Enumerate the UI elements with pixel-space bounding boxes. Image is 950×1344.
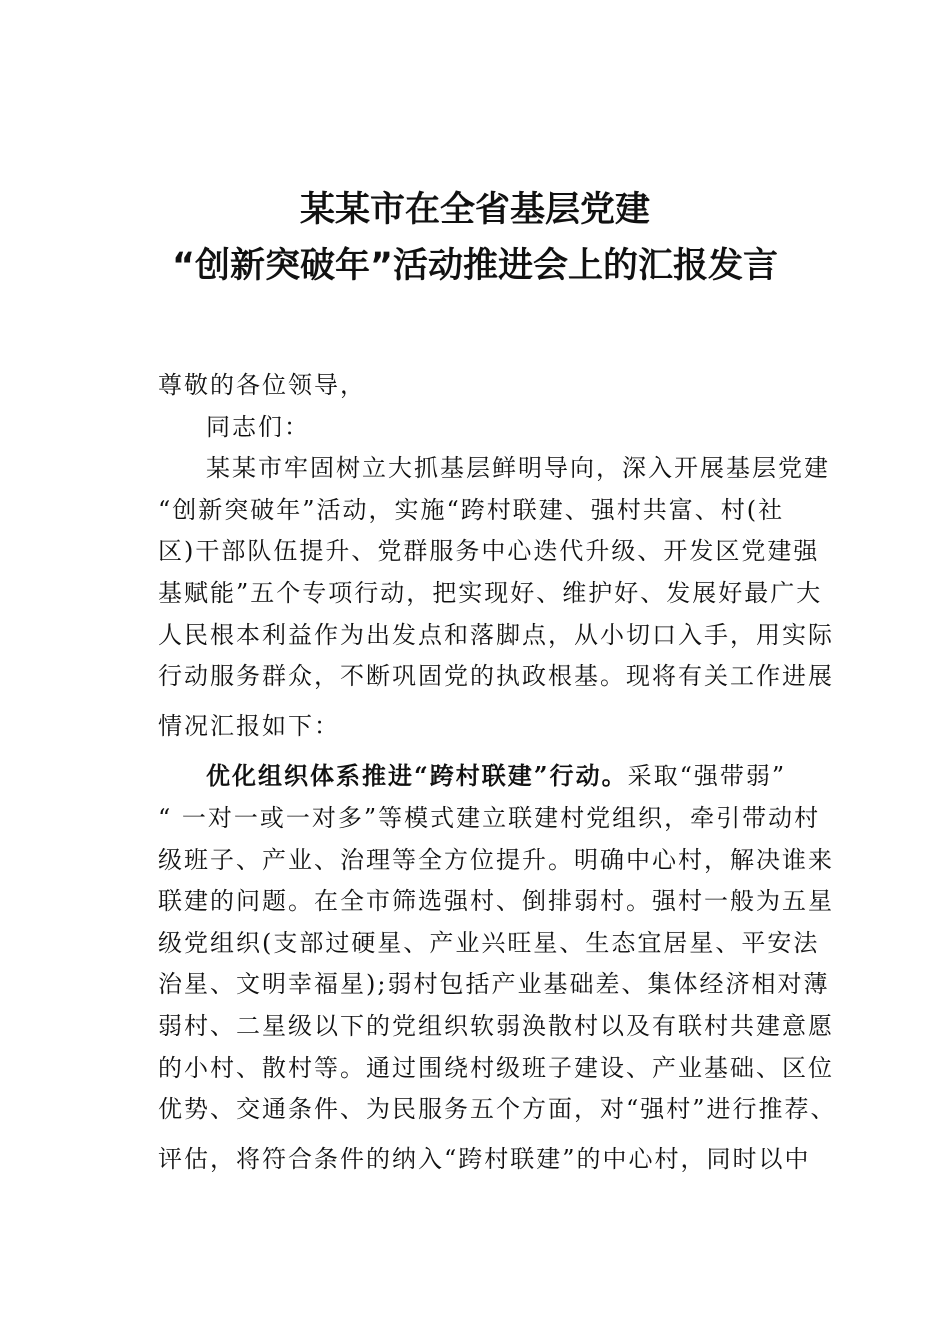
paragraph-line: 区)干部队伍提升、党群服务中心迭代升级、开发区党建强 [158,537,820,566]
paragraph-line: 某某市牢固树立大抓基层鲜明导向，深入开展基层党建 [206,454,830,483]
paragraph-line: 基赋能”五个专项行动，把实现好、维护好、发展好最广大 [158,578,823,607]
paragraph-line: 情况汇报如下： [158,711,340,740]
paragraph-line: “创新突破年”活动，实施“跨村联建、强村共富、村(社 [158,495,785,524]
paragraph-line: 联建的问题。在全市筛选强村、倒排弱村。强村一般为五星 [158,887,834,916]
section-heading: 优化组织体系推进“跨村联建”行动。 [206,761,628,791]
paragraph-line: “ 一对一或一对多”等模式建立联建村党组织，牵引带动村 [158,803,821,832]
paragraph-line: 行动服务群众，不断巩固党的执政根基。现将有关工作进展 [158,662,834,691]
paragraph-line: 优势、交通条件、为民服务五个方面，对“强村”进行推荐、 [158,1095,837,1124]
paragraph-first-line [158,755,822,798]
salutation-comrades: 同志们： [206,412,310,441]
paragraph-line: 评估，将符合条件的纳入“跨村联建”的中心村，同时以中 [158,1144,811,1173]
paragraph-cross-village [158,755,837,1180]
paragraph-line: 弱村、二星级以下的党组织软弱涣散村以及有联村共建意愿 [158,1011,834,1040]
salutation-leaders: 尊敬的各位领导， [158,371,366,399]
title-line-1: 某某市在全省基层党建 [299,190,650,230]
document-body [158,365,837,1180]
paragraph-line: 级党组织(支部过硬星、产业兴旺星、生态宜居星、平安法 [158,928,820,957]
paragraph-intro [158,448,834,747]
paragraph-line: 的小村、散村等。通过围绕村级班子建设、产业基础、区位 [158,1053,834,1082]
document-title [0,182,950,294]
title-line-2: “创新突破年”活动推进会上的汇报发言 [171,246,778,286]
paragraph-first-line-tail: 采取“强带弱” [627,762,787,791]
paragraph-line: 级班子、产业、治理等全方位提升。明确中心村，解决谁来 [158,845,834,874]
paragraph-line: 人民根本利益作为出发点和落脚点，从小切口入手，用实际 [158,620,834,649]
paragraph-line: 治星、文明幸福星);弱村包括产业基础差、集体经济相对薄 [158,970,830,999]
